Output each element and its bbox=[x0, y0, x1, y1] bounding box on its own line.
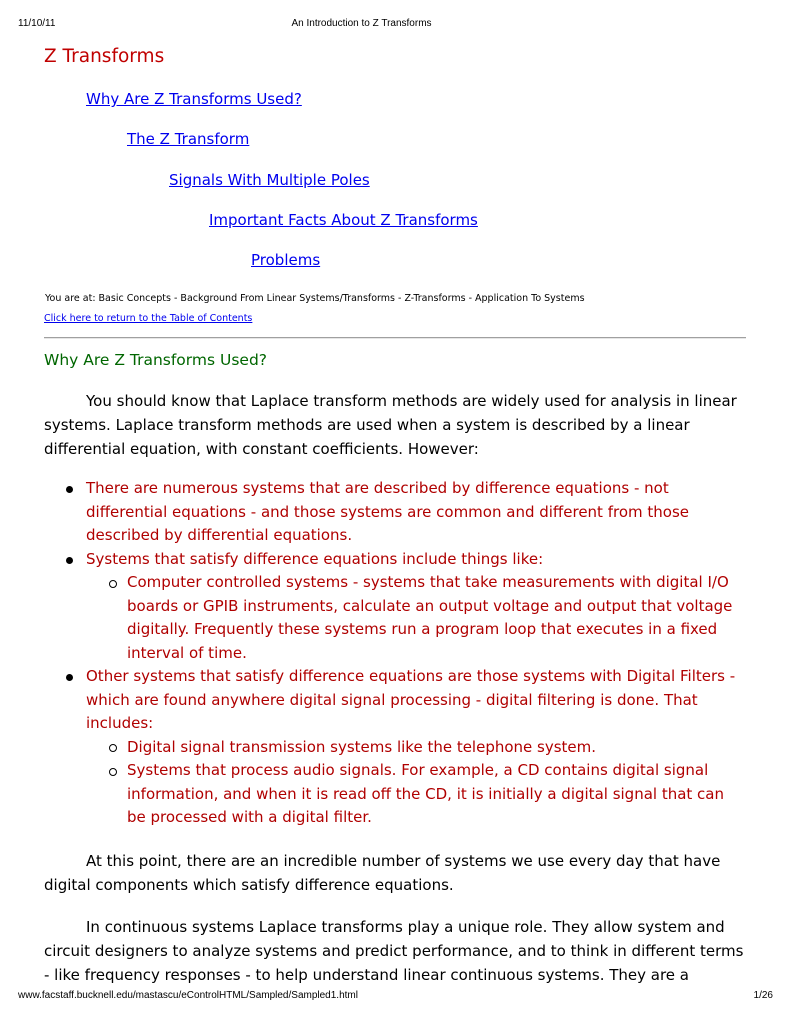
print-doc-title: An Introduction to Z Transforms bbox=[291, 18, 432, 29]
bullet-icon bbox=[66, 557, 73, 564]
sub-list-item-text: Systems that process audio signals. For example, a CD contains digital signal information, and when it is read off the CD, it is initially a digital signal that can be processed with a digital filter. bbox=[127, 761, 725, 826]
toc-link-z-transform[interactable]: The Z Transform bbox=[127, 130, 250, 148]
list-item-text: Systems that satisfy difference equations include things like: bbox=[86, 549, 544, 568]
toc-link-problems[interactable]: Problems bbox=[251, 251, 321, 269]
toc-link-multiple-poles[interactable]: Signals With Multiple Poles bbox=[169, 171, 370, 189]
list-item bbox=[86, 665, 742, 830]
paragraph-systems-count: At this point, there are an incredible number of systems we use every day that have digital components which satisfy difference equations. bbox=[44, 852, 721, 894]
sub-list-item bbox=[127, 736, 742, 760]
toc-link-important-facts[interactable]: Important Facts About Z Transforms bbox=[209, 211, 478, 229]
intro-paragraph: You should know that Laplace transform methods are widely used for analysis in linear systems. Laplace transform methods are used when a system is described by a linear differential equation, with constant coefficients. However: bbox=[44, 392, 737, 458]
print-date: 11/10/11 bbox=[18, 18, 56, 29]
list-item-text: Other systems that satisfy difference equations are those systems with Digital Filters - which are found anywhere digital signal processing - digital filtering is done. That includes: bbox=[86, 667, 736, 732]
table-of-contents-link[interactable]: Click here to return to the Table of Contents bbox=[44, 313, 253, 324]
sub-list-item bbox=[127, 571, 742, 665]
list-item bbox=[86, 477, 742, 548]
print-url: www.facstaff.bucknell.edu/mastascu/eControlHTML/Sampled/Sampled1.html bbox=[18, 990, 358, 1001]
bullet-icon bbox=[66, 486, 73, 493]
section-heading: Why Are Z Transforms Used? bbox=[44, 351, 268, 369]
page-title: Z Transforms bbox=[44, 46, 165, 67]
list-item-text: There are numerous systems that are described by difference equations - not differential equations - and those systems are common and different from those described by differential equations. bbox=[86, 479, 689, 544]
hollow-bullet-icon bbox=[109, 580, 117, 588]
sub-list-item-text: Digital signal transmission systems like the telephone system. bbox=[127, 737, 597, 756]
horizontal-rule bbox=[44, 337, 746, 339]
sub-list bbox=[86, 571, 742, 665]
breadcrumb: You are at: Basic Concepts - Background From Linear Systems/Transforms - Z-Transforms - Application To Systems bbox=[45, 293, 585, 304]
sub-list-item-text: Computer controlled systems - systems that take measurements with digital I/O boards or GPIB instruments, calculate an output voltage and output that voltage digitally. Frequently these systems run a program loop that executes in a fixed interval of time. bbox=[127, 573, 733, 662]
sub-list-item bbox=[127, 759, 742, 830]
hollow-bullet-icon bbox=[109, 744, 117, 752]
bullet-icon bbox=[66, 674, 73, 681]
toc-link-why-used[interactable]: Why Are Z Transforms Used? bbox=[86, 90, 302, 108]
hollow-bullet-icon bbox=[109, 768, 117, 776]
list-item bbox=[86, 548, 742, 666]
sub-list bbox=[86, 736, 742, 830]
print-page-number: 1/26 bbox=[753, 990, 773, 1001]
paragraph-laplace-role: In continuous systems Laplace transforms play a unique role. They allow system and circuit designers to analyze systems and predict performance, and to think in different terms - like frequency responses - to help understand linear continuous systems. They are a bbox=[44, 918, 744, 984]
bullet-list bbox=[86, 477, 742, 830]
